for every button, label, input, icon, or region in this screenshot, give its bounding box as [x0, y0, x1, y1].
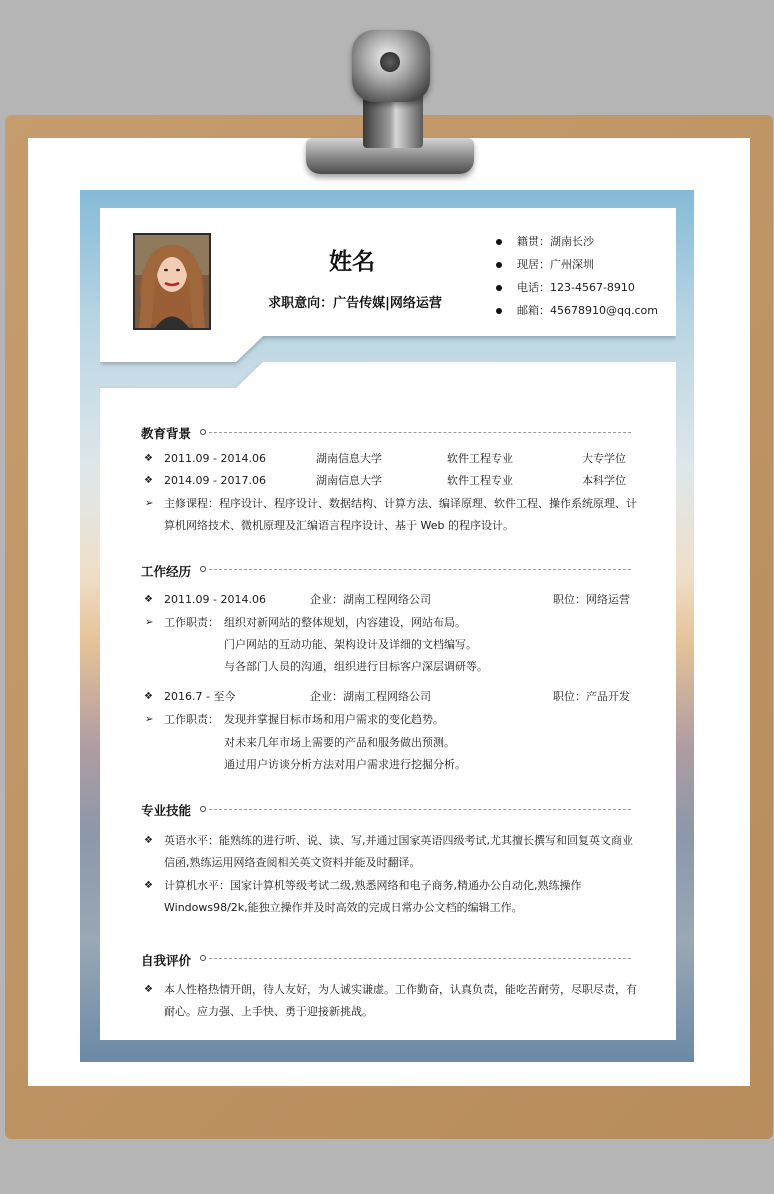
job-duty: 发现并掌握目标市场和用户需求的变化趋势。	[224, 713, 444, 726]
self-eval-text-cont: 耐心。应力强、上手快、勇于迎接新挑战。	[164, 1005, 373, 1018]
section-dot-icon	[200, 429, 206, 435]
edu-degree: 本科学位	[582, 474, 626, 487]
contact-info	[494, 233, 658, 325]
skill-computer: 计算机水平：国家计算机等级考试二级,熟悉网络和电子商务,精通办公自动化,熟练操作	[164, 879, 582, 892]
section-divider	[209, 958, 631, 959]
job-duty: 对未来几年市场上需要的产品和服务做出预测。	[224, 736, 455, 749]
job-duty: 门户网站的互动功能、架构设计及详细的文档编写。	[224, 638, 477, 651]
job-company: 企业：湖南工程网络公司	[310, 690, 431, 703]
diamond-bullet-icon: ❖	[144, 835, 153, 846]
section-title-skills: 专业技能	[141, 803, 192, 818]
info-residence: 现居：广州深圳	[494, 256, 658, 279]
edu-school: 湖南信息大学	[316, 452, 382, 465]
job-duty: 与各部门人员的沟通，组织进行目标客户深层调研等。	[224, 660, 488, 673]
diamond-bullet-icon: ❖	[144, 594, 153, 605]
edu-period: 2014.09 - 2017.06	[164, 474, 266, 487]
arrow-bullet-icon: ➢	[145, 617, 154, 628]
section-divider	[209, 432, 631, 433]
job-position: 职位：产品开发	[553, 690, 630, 703]
job-period: 2011.09 - 2014.06	[164, 593, 266, 606]
job-duty-label: 工作职责：	[164, 713, 219, 726]
section-title-education: 教育背景	[141, 426, 192, 441]
job-period: 2016.7 - 至今	[164, 690, 236, 703]
job-duty-label: 工作职责：	[164, 616, 219, 629]
section-title-self-eval: 自我评价	[141, 953, 192, 968]
section-dot-icon	[200, 566, 206, 572]
edu-major: 软件工程专业	[447, 452, 513, 465]
edu-courses-cont: 算机网络技术、微机原理及汇编语言程序设计、基于 Web 的程序设计。	[164, 519, 514, 532]
profile-photo	[133, 233, 211, 330]
bullet-dot-icon	[496, 239, 502, 245]
section-dot-icon	[200, 806, 206, 812]
edu-school: 湖南信息大学	[316, 474, 382, 487]
edu-courses: 主修课程：程序设计、程序设计、数据结构、计算方法、编译原理、软件工程、操作系统原理、计	[164, 497, 637, 510]
job-company: 企业：湖南工程网络公司	[310, 593, 431, 606]
candidate-name: 姓名	[329, 249, 375, 275]
clip-hole	[380, 52, 400, 72]
edu-major: 软件工程专业	[447, 474, 513, 487]
arrow-bullet-icon: ➢	[145, 498, 154, 509]
section-divider	[209, 809, 631, 810]
diamond-bullet-icon: ❖	[144, 453, 153, 464]
edu-period: 2011.09 - 2014.06	[164, 452, 266, 465]
job-duty: 通过用户访谈分析方法对用户需求进行挖掘分析。	[224, 758, 466, 771]
job-duty: 组织对新网站的整体规划，内容建设，网站布局。	[224, 616, 466, 629]
section-dot-icon	[200, 955, 206, 961]
diamond-bullet-icon: ❖	[144, 691, 153, 702]
job-position: 职位：网络运营	[553, 593, 630, 606]
info-phone: 电话：123-4567-8910	[494, 279, 658, 302]
edu-degree: 大专学位	[582, 452, 626, 465]
bullet-dot-icon	[496, 285, 502, 291]
job-objective: 求职意向：广告传媒|网络运营	[268, 296, 442, 311]
skill-computer-cont: Windows98/2k,能独立操作并及时高效的完成日常办公文档的编辑工作。	[164, 901, 523, 914]
diamond-bullet-icon: ❖	[144, 475, 153, 486]
bullet-dot-icon	[496, 262, 502, 268]
skill-english-cont: 信函,熟练运用网络查阅相关英文资料并能及时翻译。	[164, 856, 421, 869]
diamond-bullet-icon: ❖	[144, 984, 153, 995]
skill-english: 英语水平：能熟练的进行听、说、读、写,并通过国家英语四级考试,尤其擅长撰写和回复英文商业	[164, 834, 633, 847]
section-title-work: 工作经历	[141, 564, 192, 579]
info-email: 邮箱：45678910@qq.com	[494, 302, 658, 325]
arrow-bullet-icon: ➢	[145, 714, 154, 725]
bullet-dot-icon	[496, 308, 502, 314]
self-eval-text: 本人性格热情开朗，待人友好，为人诚实谦虚。工作勤奋，认真负责，能吃苦耐劳，尽职尽责，有	[164, 983, 637, 996]
section-divider	[209, 569, 631, 570]
diamond-bullet-icon: ❖	[144, 880, 153, 891]
info-hometown: 籍贯：湖南长沙	[494, 233, 658, 256]
